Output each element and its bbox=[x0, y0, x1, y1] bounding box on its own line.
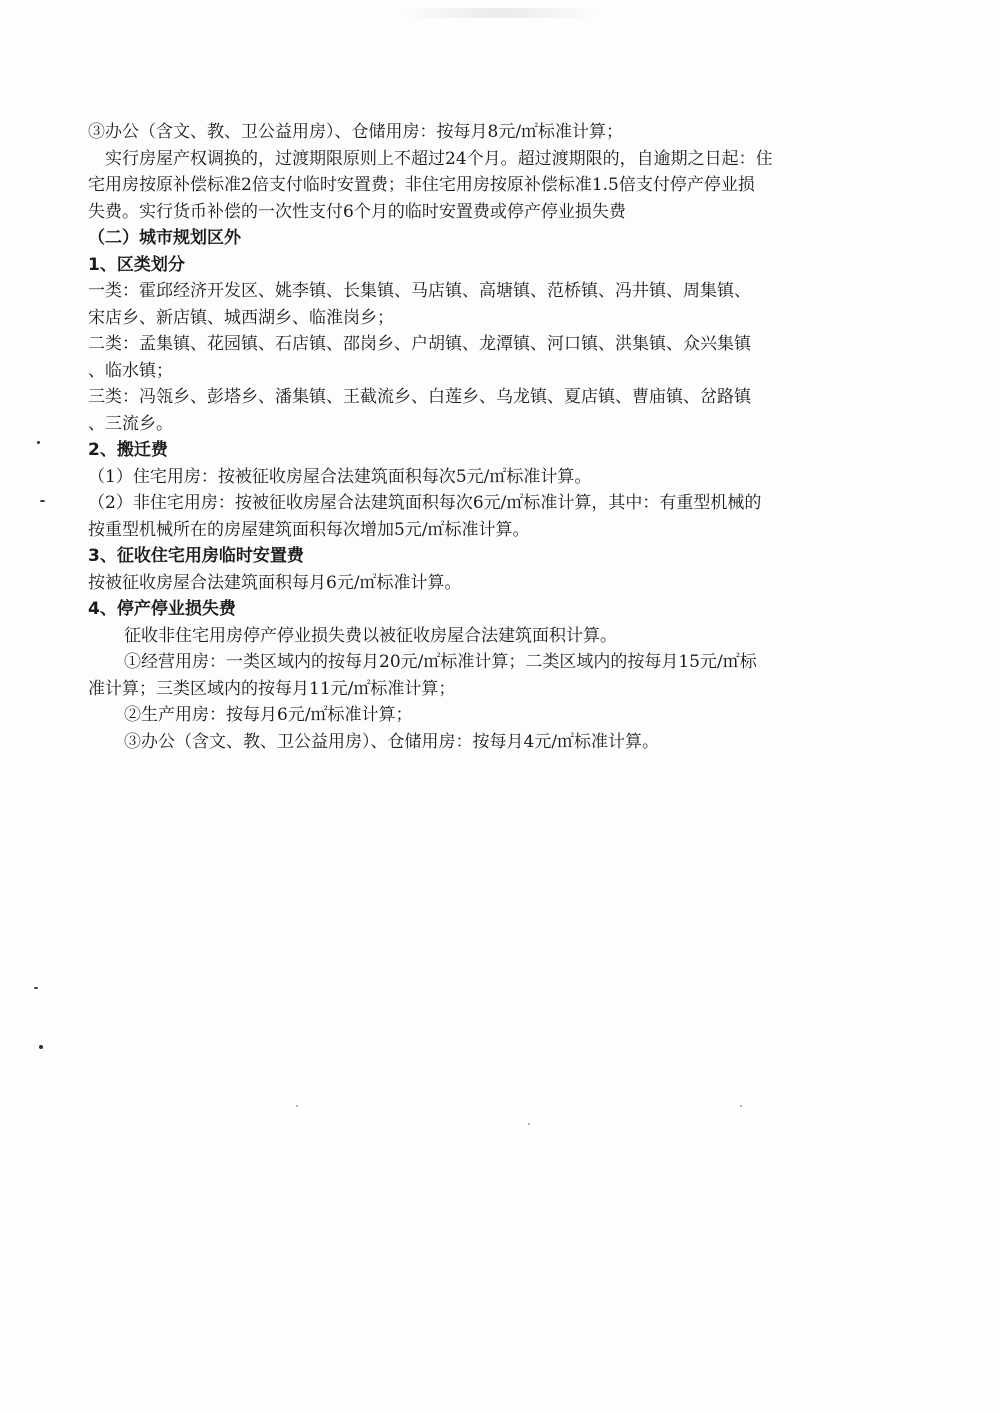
scan-speck bbox=[39, 1045, 43, 1049]
document-body bbox=[88, 119, 888, 755]
scan-speck bbox=[40, 500, 45, 502]
scan-speck bbox=[34, 987, 38, 989]
text-line: 准计算；三类区域内的按每月11元/㎡标准计算； bbox=[88, 678, 456, 699]
text-line: 一类：霍邱经济开发区、姚李镇、长集镇、马店镇、高塘镇、范桥镇、冯井镇、周集镇、 bbox=[88, 281, 751, 301]
text-line: 二类：孟集镇、花园镇、石店镇、邵岗乡、户胡镇、龙潭镇、河口镇、洪集镇、众兴集镇 bbox=[88, 334, 751, 354]
subsection-heading: 4、停产停业损失费 bbox=[88, 599, 236, 619]
subsection-heading: 1、区类划分 bbox=[88, 254, 185, 275]
text-line: （2）非住宅用房：按被征收房屋合法建筑面积每次6元/㎡标准计算，其中：有重型机械的 bbox=[88, 493, 762, 513]
text-line: 三类：冯瓴乡、彭塔乡、潘集镇、王截流乡、白莲乡、乌龙镇、夏店镇、曹庙镇、岔路镇 bbox=[88, 387, 751, 407]
subsection-heading: 3、征收住宅用房临时安置费 bbox=[88, 546, 304, 566]
subsection-heading: 2、搬迁费 bbox=[88, 440, 168, 460]
text-line: 失费。实行货币补偿的一次性支付6个月的临时安置费或停产停业损失费 bbox=[88, 201, 626, 222]
text-line: 宋店乡、新店镇、城西湖乡、临淮岗乡； bbox=[88, 307, 394, 328]
text-line: 宅用房按原补偿标准2倍支付临时安置费；非住宅用房按原补偿标准1.5倍支付停产停业损 bbox=[88, 175, 755, 195]
text-line: 实行房屋产权调换的，过渡期限原则上不超过24个月。超过渡期限的，自逾期之日起：住 bbox=[105, 148, 773, 169]
section-heading: （二）城市规划区外 bbox=[88, 228, 241, 248]
text-line: ①经营用房：一类区域内的按每月20元/㎡标准计算；二类区域内的按每月15元/㎡标 bbox=[124, 652, 757, 672]
scan-artifact bbox=[400, 8, 600, 18]
scan-speck bbox=[296, 1105, 298, 1107]
text-line: 按被征收房屋合法建筑面积每月6元/㎡标准计算。 bbox=[88, 572, 462, 593]
text-line: 按重型机械所在的房屋建筑面积每次增加5元/㎡标准计算。 bbox=[88, 519, 530, 540]
text-line: 征收非住宅用房停产停业损失费以被征收房屋合法建筑面积计算。 bbox=[124, 625, 617, 646]
scan-speck bbox=[528, 1123, 530, 1125]
text-line: ③办公（含文、教、卫公益用房）、仓储用房：按每月8元/㎡标准计算； bbox=[88, 122, 624, 142]
text-line: ②生产用房：按每月6元/㎡标准计算； bbox=[124, 705, 413, 725]
text-line: ③办公（含文、教、卫公益用房）、仓储用房：按每月4元/㎡标准计算。 bbox=[124, 731, 660, 752]
text-line: 、三流乡。 bbox=[88, 413, 173, 434]
scan-speck bbox=[740, 1105, 742, 1107]
scan-speck bbox=[37, 441, 40, 444]
text-line: （1）住宅用房：按被征收房屋合法建筑面积每次5元/㎡标准计算。 bbox=[88, 466, 592, 487]
text-line: 、临水镇； bbox=[88, 360, 173, 381]
